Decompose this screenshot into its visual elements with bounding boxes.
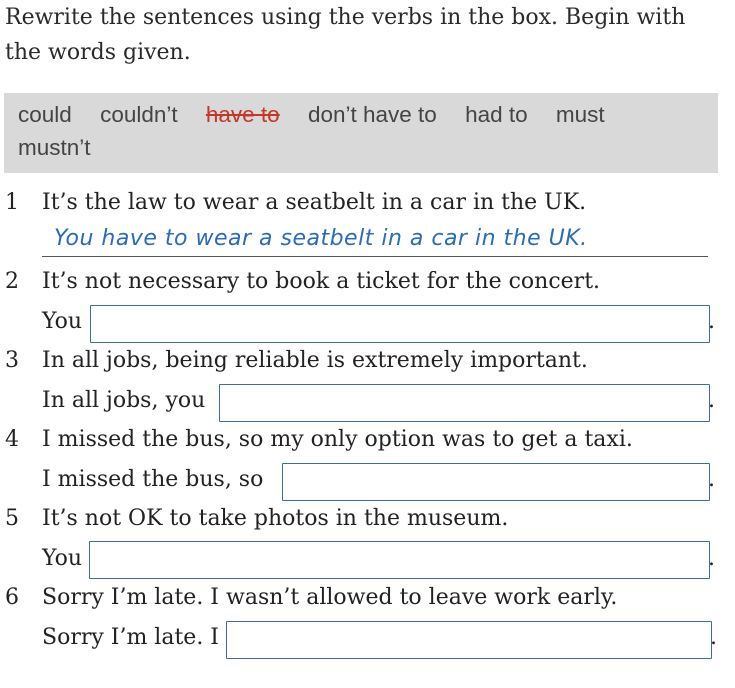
instructions: Rewrite the sentences using the verbs in the box. Begin with the words given. (5, 5, 686, 65)
answer-prefix-5: You (42, 546, 83, 571)
word-box (4, 93, 718, 173)
answer-input-3[interactable] (219, 384, 710, 422)
answer-line (42, 256, 708, 257)
answer-prefix-6: Sorry I’m late. I (42, 625, 219, 650)
question-number: 6 (5, 585, 19, 610)
answer-prefix-2: You (42, 309, 83, 334)
period: . (710, 625, 717, 650)
question-number: 4 (5, 427, 19, 452)
word-had-to: had to (465, 102, 528, 127)
answer-input-6[interactable] (226, 621, 712, 659)
answer-prefix-3: In all jobs, you (42, 388, 206, 413)
answer-input-4[interactable] (282, 463, 710, 501)
question-text: I missed the bus, so my only option was to get a taxi. (42, 427, 633, 452)
word-have-to-struck: have to (205, 102, 280, 127)
question-number: 1 (5, 190, 19, 215)
answer-prefix-4: I missed the bus, so (42, 467, 264, 492)
question-text: Sorry I’m late. I wasn’t allowed to leave work early. (42, 585, 618, 610)
answer-input-5[interactable] (89, 541, 710, 579)
word-must: must (555, 102, 605, 127)
word-dont-have-to: don’t have to (307, 102, 437, 127)
question-number: 2 (5, 269, 19, 294)
period: . (708, 467, 715, 492)
period: . (708, 546, 715, 571)
answer-input-2[interactable] (90, 305, 710, 343)
period: . (708, 388, 715, 413)
question-text: In all jobs, being reliable is extremely important. (42, 348, 588, 373)
question-text: It’s the law to wear a seatbelt in a car in the UK. (42, 190, 587, 215)
question-number: 5 (5, 506, 19, 531)
question-text: It’s not OK to take photos in the museum. (42, 506, 509, 531)
example-answer: You have to wear a seatbelt in a car in the UK. (54, 226, 588, 251)
question-text: It’s not necessary to book a ticket for the concert. (42, 269, 601, 294)
period: . (708, 309, 715, 334)
word-mustnt: mustn’t (18, 135, 91, 160)
question-number: 3 (5, 348, 19, 373)
word-could: could (18, 102, 72, 127)
word-couldnt: couldn’t (100, 102, 178, 127)
